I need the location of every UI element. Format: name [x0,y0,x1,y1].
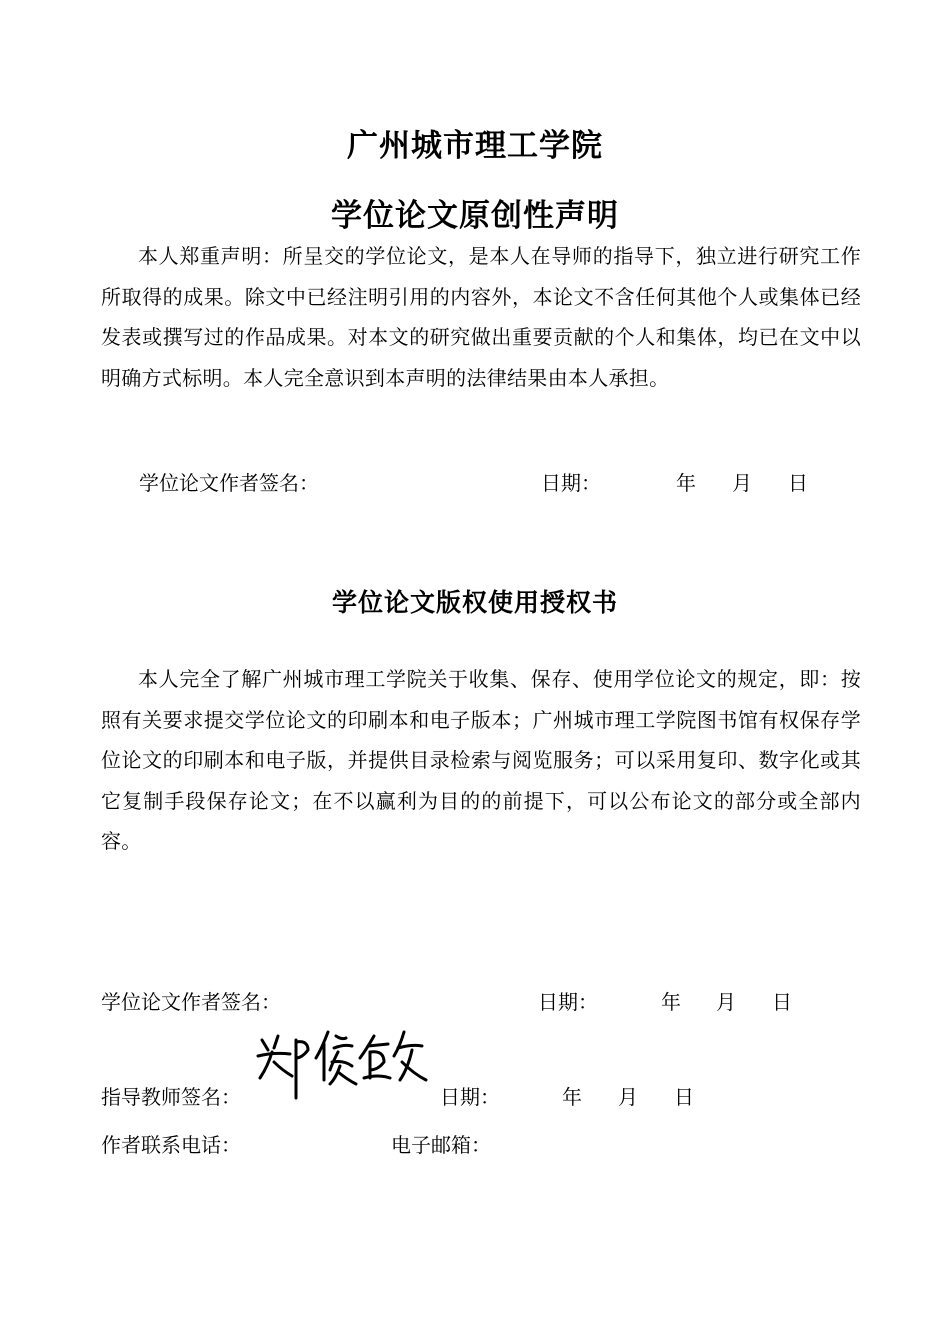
advisor-sign-label: 指导教师签名： [101,1085,241,1109]
author-email-label: 电子邮箱： [391,1133,491,1157]
authorization-title: 学位论文版权使用授权书 [331,588,618,617]
advisor-day-label: 日 [674,1085,694,1109]
advisor-signature [252,1022,432,1102]
authorization-body: 本人完全了解广州城市理工学院关于收集、保存、使用学位论文的规定，即：按照有关要求提交学位论文的印刷本和电子版本；广州城市理工学院图书馆有权保存学位论文的印刷本和电子版，并提供目录检索与阅览服务；可以采用复印、数字化或其它复制手段保存论文；在不以赢利为目的的前提下，可以公布论文的部分或全部内容。 [101,667,861,853]
authorization-author-sign-label: 学位论文作者签名： [101,990,281,1014]
advisor-date-label: 日期： [440,1085,500,1109]
authorization-day-label: 日 [772,990,792,1014]
declaration-body: 本人郑重声明：所呈交的学位论文，是本人在导师的指导下，独立进行研究工作所取得的成果。除文中已经注明引用的内容外，本论文不含任何其他个人或集体已经发表或撰写过的作品成果。对本文的研究做出重要贡献的个人和集体，均已在文中以明确方式标明。本人完全意识到本声明的法律结果由本人承担。 [101,244,861,390]
university-title: 广州城市理工学院 [347,128,603,164]
declaration-year-label: 年 [676,471,696,495]
declaration-title: 学位论文原创性声明 [331,198,619,234]
advisor-year-label: 年 [562,1085,582,1109]
advisor-month-label: 月 [618,1085,638,1109]
declaration-author-sign-label: 学位论文作者签名： [139,471,319,495]
authorization-year-label: 年 [661,990,681,1014]
authorization-month-label: 月 [716,990,736,1014]
declaration-month-label: 月 [732,471,752,495]
declaration-day-label: 日 [788,471,808,495]
authorization-date-label: 日期： [538,990,598,1014]
author-phone-label: 作者联系电话： [101,1133,241,1157]
declaration-date-label: 日期： [541,471,601,495]
